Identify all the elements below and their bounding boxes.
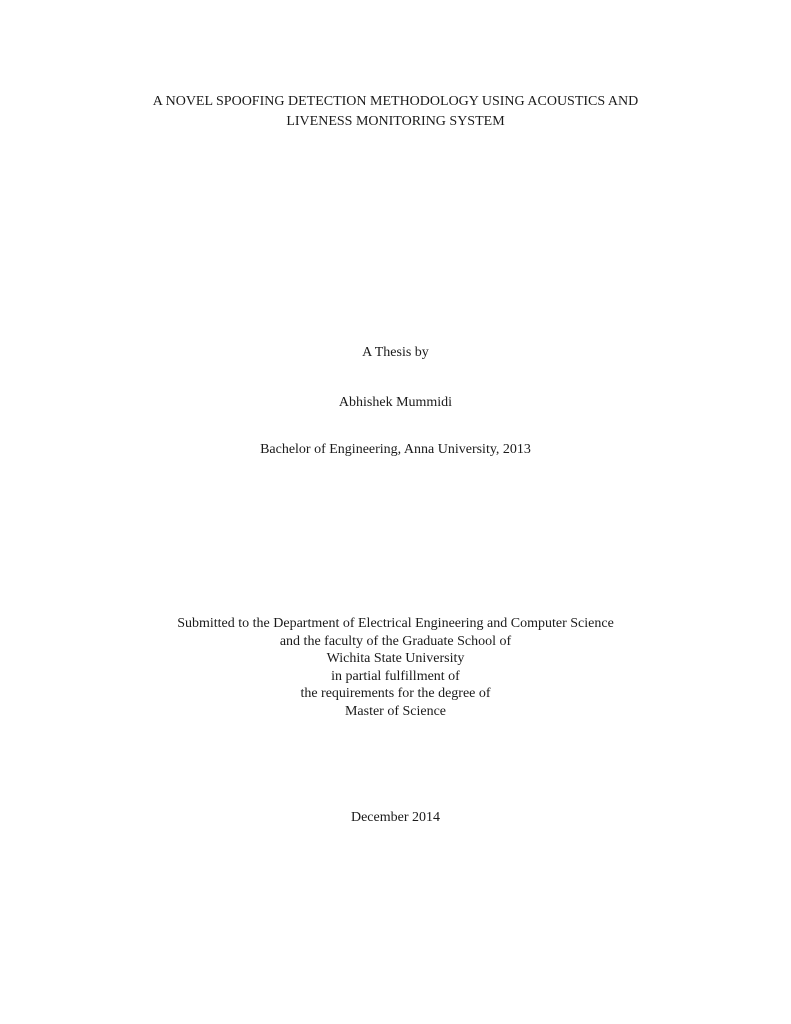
prior-degree: Bachelor of Engineering, Anna University, 2013 (260, 442, 531, 457)
submission-line-1: Submitted to the Department of Electrical Engineering and Computer Science (177, 616, 614, 631)
submission-line-2: and the faculty of the Graduate School of (279, 633, 512, 649)
thesis-title (0, 92, 791, 132)
thesis-by-label: A Thesis by (362, 345, 429, 360)
submission-line-4: in partial fulfillment of (331, 668, 460, 684)
author-name: Abhishek Mummidi (338, 395, 453, 410)
submission-statement (0, 615, 791, 721)
submission-line-3: Wichita State University (326, 651, 465, 667)
thesis-title-line-2: LIVENESS MONITORING SYSTEM (286, 114, 505, 129)
submission-line-6: Master of Science (344, 703, 447, 719)
submission-date: December 2014 (350, 810, 441, 825)
thesis-title-line-1: A NOVEL SPOOFING DETECTION METHODOLOGY USING ACOUSTICS AND (152, 94, 639, 109)
submission-line-5: the requirements for the degree of (300, 686, 491, 702)
